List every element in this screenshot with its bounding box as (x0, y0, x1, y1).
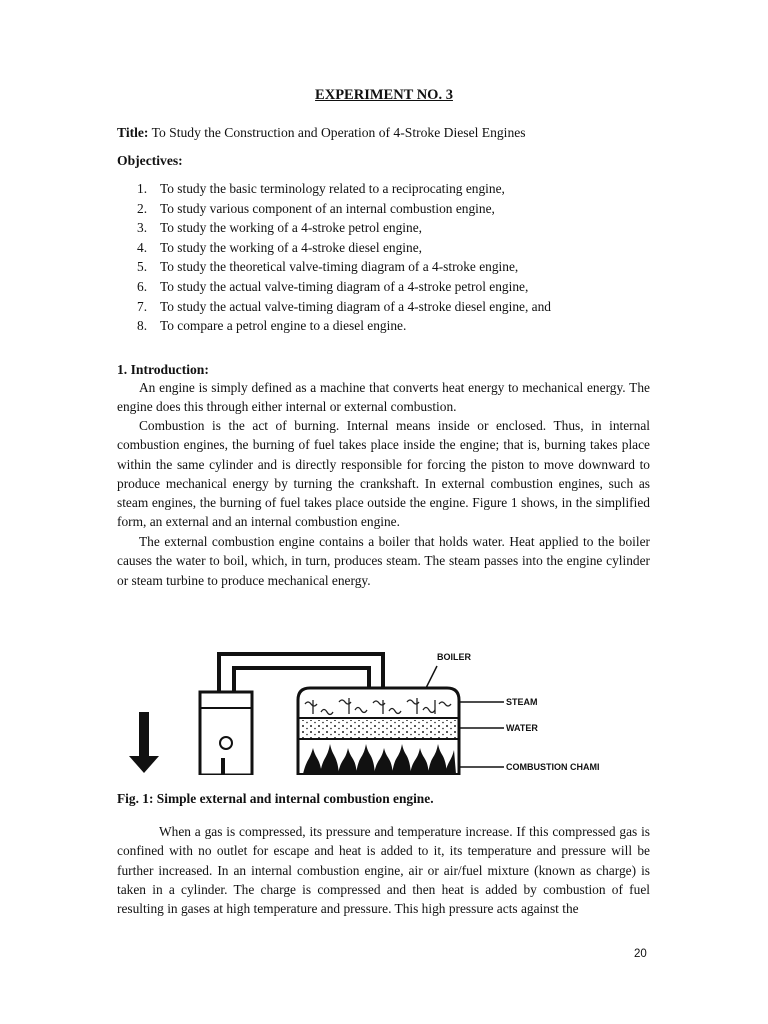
engine-cylinder (200, 692, 252, 775)
objective-item (137, 257, 551, 277)
objective-text: To study the actual valve-timing diagram of a 4-stroke petrol engine, (160, 278, 529, 294)
objective-number: 5. (137, 259, 148, 275)
objective-item (137, 238, 551, 258)
objective-item (137, 316, 551, 336)
objectives-list (137, 179, 551, 336)
objective-text: To study the working of a 4-stroke diesel engine, (160, 239, 422, 255)
figure-caption: Fig. 1: Simple external and internal combustion engine. (117, 791, 434, 806)
page-number: 20 (634, 948, 647, 960)
objective-number: 2. (137, 200, 148, 216)
label-water: WATER (506, 723, 538, 733)
objective-text: To study various component of an internal combustion engine, (160, 200, 495, 216)
objective-item (137, 218, 551, 238)
combustion-engine-figure (117, 640, 637, 775)
objective-number: 3. (137, 220, 148, 236)
intro-paragraph-1: An engine is simply defined as a machine that converts heat energy to mechanical energy. The engine does this through either internal or external combustion. (117, 380, 650, 415)
intro-paragraph-2: Combustion is the act of burning. Internal means inside or enclosed. Thus, in internal combustion engines, the burning of fuel takes place inside the engine; that is, burning takes place within the same cylinder and is directly responsible for forcing the piston to move downward to produce mechanical energy by turning the crankshaft. In external combustion engines, such as steam engines, the burning of fuel takes place outside the engine. Figure 1 shows, in the simplified form, an external and an internal combustion engine. (117, 418, 650, 530)
label-boiler: BOILER (437, 652, 472, 662)
boiler (298, 688, 459, 775)
closing-paragraph: When a gas is compressed, its pressure and temperature increase. If this compressed gas is confined with no outlet for escape and heat is added to it, its temperature and pressure will be further increased. In an internal combustion engine, air or air/fuel mixture (known as charge) is taken in a cylinder. The charge is compressed and then heat is added by combustion of fuel resulting in gases at high temperature and pressure. This high pressure acts against the (117, 824, 650, 917)
objective-text: To study the theoretical valve-timing diagram of a 4-stroke engine, (160, 259, 519, 275)
title-label: Title: (117, 125, 149, 140)
objective-number: 4. (137, 239, 148, 255)
objectives-heading: Objectives: (117, 153, 183, 168)
title-text: To Study the Construction and Operation of 4-Stroke Diesel Engines (148, 125, 526, 140)
label-steam: STEAM (506, 697, 538, 707)
objective-text: To study the actual valve-timing diagram of a 4-stroke diesel engine, and (160, 298, 551, 314)
objective-item (137, 179, 551, 199)
intro-paragraph-3: The external combustion engine contains a boiler that holds water. Heat applied to the boiler causes the water to boil, which, in turn, produces steam. The steam passes into the engine cylinder or steam turbine to produce mechanical energy. (117, 534, 650, 588)
objective-text: To compare a petrol engine to a diesel engine. (160, 318, 407, 334)
objective-item (137, 277, 551, 297)
piston-force-arrow (129, 712, 159, 773)
experiment-heading: EXPERIMENT NO. 3 (315, 87, 453, 103)
water-zone (300, 720, 457, 738)
objective-number: 1. (137, 181, 148, 196)
label-combustion-chamber: COMBUSTION CHAMI (506, 762, 600, 772)
objective-text: To study the working of a 4-stroke petrol engine, (160, 220, 422, 236)
introduction-heading: 1. Introduction: (117, 362, 209, 377)
objective-number: 6. (137, 278, 148, 294)
objective-text: To study the basic terminology related to a reciprocating engine, (160, 181, 505, 196)
title-line (117, 125, 526, 141)
objective-number: 8. (137, 318, 148, 334)
objective-number: 7. (137, 298, 148, 314)
objective-item (137, 297, 551, 317)
objective-item (137, 199, 551, 219)
